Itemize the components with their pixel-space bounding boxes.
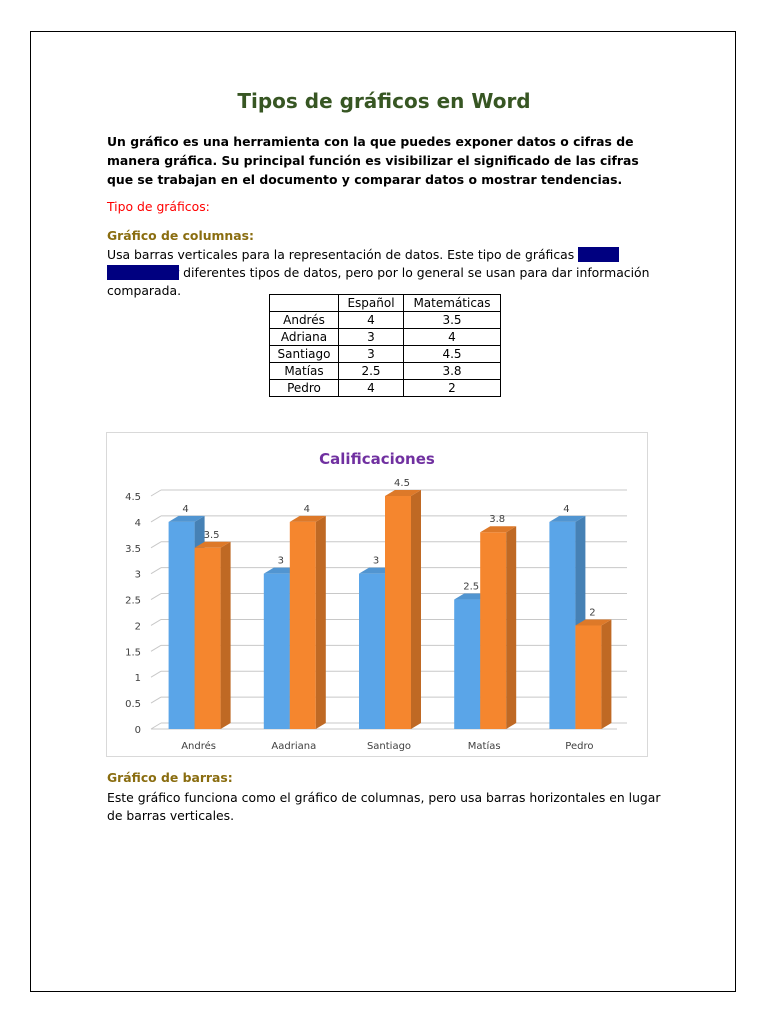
x-category-label: Pedro: [565, 741, 594, 752]
x-category-label: Aadriana: [271, 741, 317, 752]
chart-types-label: Tipo de gráficos:: [107, 199, 210, 214]
bar-side: [221, 542, 231, 729]
table-header-cell: Español: [339, 295, 404, 312]
bar-side: [316, 516, 326, 729]
columns-paragraph: [107, 246, 667, 300]
y-tick-label: 0: [134, 725, 141, 736]
bar-matematicas: [195, 548, 221, 729]
table-cell: Andrés: [270, 312, 339, 329]
column-chart[interactable]: [106, 432, 648, 757]
gridline-depth: [151, 516, 161, 522]
y-tick-label: 0.5: [125, 699, 141, 711]
bar-espanol: [454, 600, 480, 729]
y-tick-label: 3: [134, 569, 141, 581]
bars-paragraph: Este gráfico funciona como el gráfico de columnas, pero usa barras horizontales en lugar de barras verticales.: [107, 790, 661, 823]
data-label: 3: [372, 555, 380, 567]
data-label: 4.5: [394, 478, 410, 489]
document-title: Tipos de gráficos en Word: [237, 89, 531, 113]
table-row: [270, 380, 501, 397]
data-label: 2: [589, 607, 596, 619]
data-label: 4: [182, 503, 189, 515]
table-row: [270, 363, 501, 380]
data-label: 4: [563, 503, 570, 515]
y-tick-label: 3.5: [125, 543, 141, 555]
columns-heading: Gráfico de columnas:: [107, 228, 254, 243]
gridline-depth: [151, 645, 161, 651]
table-cell: 3: [339, 346, 404, 363]
table-cell: 4: [339, 312, 404, 329]
bar-matematicas: [385, 496, 411, 729]
table-cell: 4: [339, 380, 404, 397]
gridline-depth: [151, 594, 161, 600]
data-label: 4: [303, 503, 310, 515]
bar-side: [601, 619, 611, 729]
columns-text-start: Usa barras verticales para la representación de datos. Este tipo de gráficas: [107, 247, 579, 262]
table-cell: 3: [339, 329, 404, 346]
bar-matematicas: [575, 625, 601, 729]
intro-paragraph: Un gráfico es una herramienta con la que puedes exponer datos o cifras de manera gráfica. Su principal función es visibilizar el significado de las cifras que se trabajan en el documento y comparar datos o mostrar tendencias.: [107, 134, 639, 187]
gridline-depth: [151, 542, 161, 548]
table-row: [270, 329, 501, 346]
x-category-label: Andrés: [181, 741, 216, 752]
gridline-depth: [151, 568, 161, 574]
y-tick-label: 2.5: [125, 595, 141, 607]
data-label: 3.8: [489, 514, 506, 526]
bar-matematicas: [290, 522, 316, 729]
data-label: 3.5: [203, 529, 220, 541]
table-cell: Matías: [270, 363, 339, 380]
y-tick-label: 1: [134, 673, 141, 685]
gridline-depth: [151, 697, 161, 703]
table-row: [270, 346, 501, 363]
table-row: [270, 312, 501, 329]
gridline-depth: [151, 671, 161, 677]
data-label: 3: [277, 555, 284, 567]
grades-table: [269, 294, 501, 397]
bar-espanol: [169, 522, 195, 729]
table-cell: Adriana: [270, 329, 339, 346]
table-cell: 3.5: [404, 312, 501, 329]
y-tick-label: 2: [134, 621, 141, 633]
y-tick-label: 4: [134, 517, 141, 529]
data-label: 2.5: [463, 581, 480, 593]
bar-side: [411, 490, 421, 729]
gridline-depth: [151, 723, 161, 729]
table-cell: Pedro: [270, 380, 339, 397]
x-category-label: Santiago: [366, 741, 412, 752]
table-cell: 3.8: [404, 363, 501, 380]
table-header-cell: Matemáticas: [404, 295, 501, 312]
gridline-depth: [151, 490, 161, 496]
bars-heading: Gráfico de barras:: [107, 770, 233, 785]
bar-matematicas: [480, 532, 506, 729]
x-category-label: Matías: [467, 741, 501, 752]
table-cell: 2.5: [339, 363, 404, 380]
bar-espanol: [359, 574, 385, 729]
table-header-row: [270, 295, 501, 312]
table-cell: Santiago: [270, 346, 339, 363]
highlighted-text: suelen representar: [107, 247, 619, 280]
table-cell: 4.5: [404, 346, 501, 363]
table-header-cell: [270, 295, 339, 312]
bar-espanol: [264, 574, 290, 729]
y-tick-label: 1.5: [125, 647, 141, 659]
y-tick-label: 4.5: [125, 492, 141, 503]
chart-canvas: [107, 433, 647, 756]
gridline-depth: [151, 619, 161, 625]
table-cell: 4: [404, 329, 501, 346]
bar-espanol: [549, 522, 575, 729]
bar-side: [506, 526, 516, 729]
columns-text-end: diferentes tipos de datos, pero por lo general se usan para dar información comparada.: [107, 265, 650, 298]
table-cell: 2: [404, 380, 501, 397]
chart-title: Calificaciones: [319, 450, 435, 468]
